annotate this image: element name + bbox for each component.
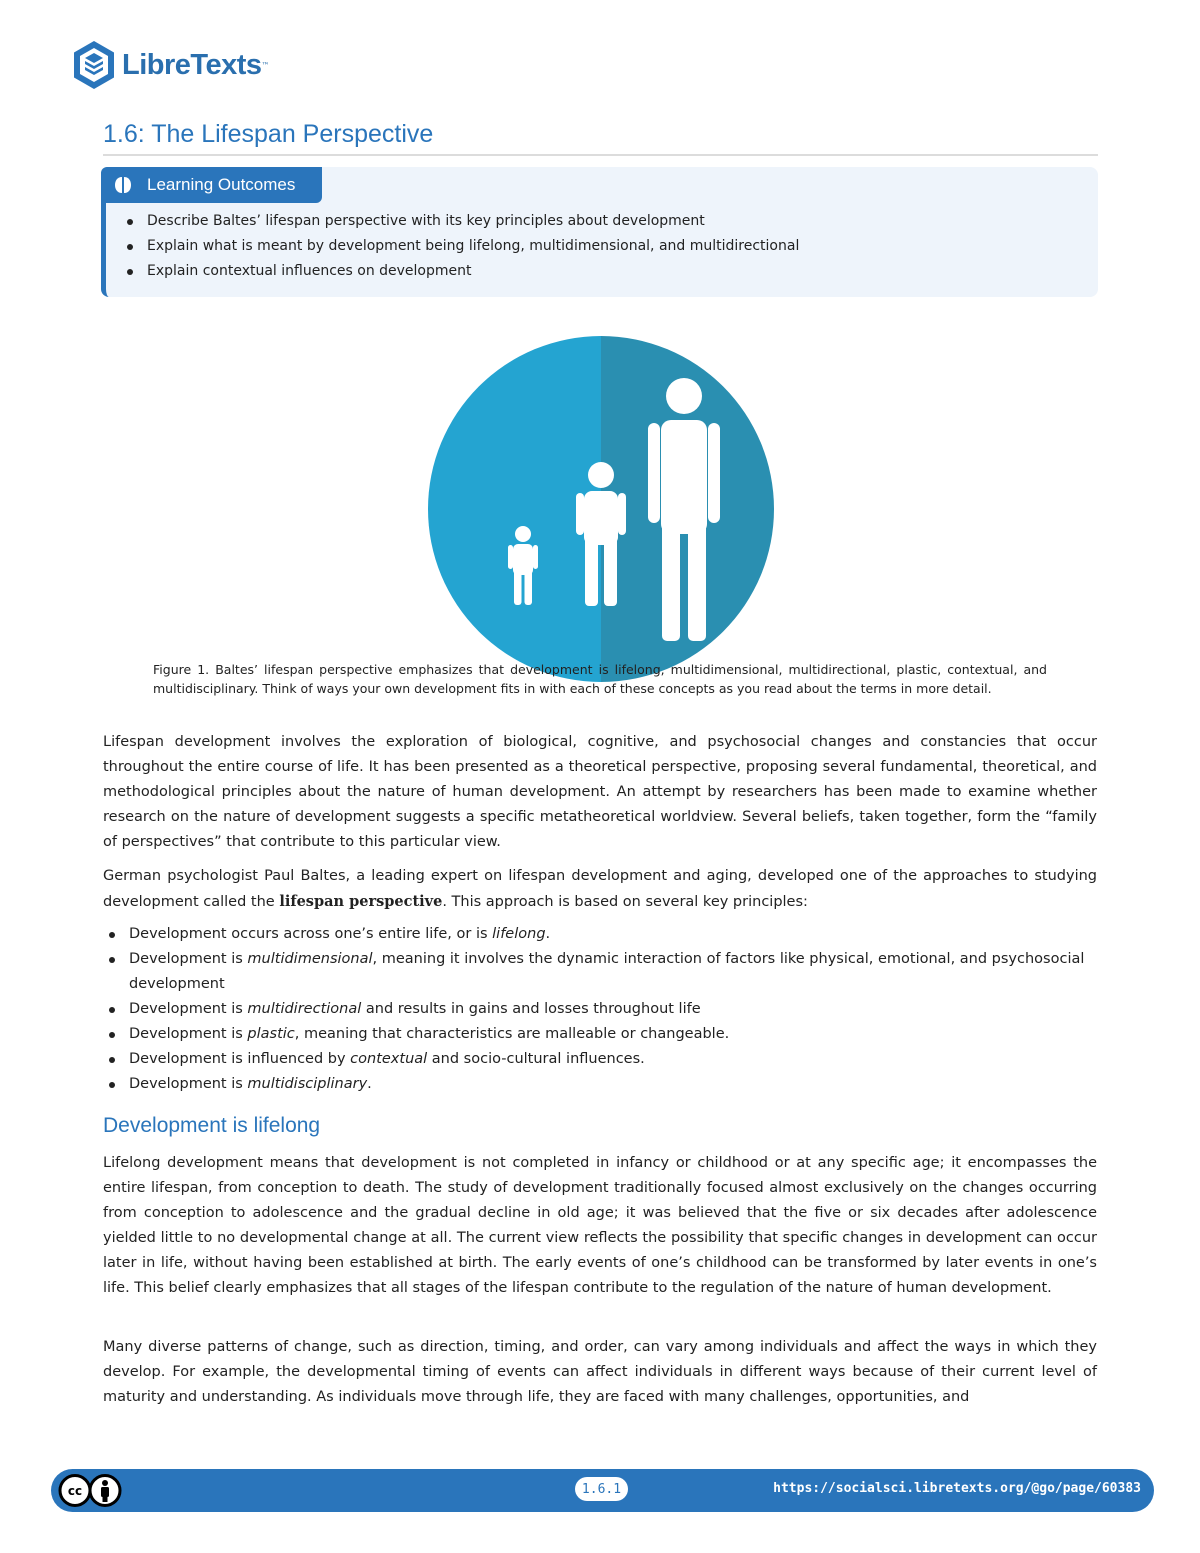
intro-paragraph: Lifespan development involves the exploration of biological, cognitive, and psychosocial changes and constancies that occur throughout the entire course of life. It has been presented as a theoretical perspective, proposing several fundamental, theoretical, and methodological principles about the nature of human development. An attempt by researchers has been made to examine whether research on the nature of development suggests a specific metatheoretical worldview. Several beliefs, taken together, form the “family of perspectives” that contribute to this particular view. [103, 734, 1097, 850]
svg-text:cc: cc [67, 1484, 83, 1498]
figure-caption-label: Figure 1. [153, 662, 210, 677]
libretexts-logo-icon [72, 40, 116, 90]
learning-outcome-item: Explain contextual influences on development [127, 259, 799, 284]
figure-caption [153, 660, 1047, 698]
lifespan-figure-image [428, 336, 774, 682]
principle-item: Development is multidirectional and results in gains and losses throughout life [109, 997, 1099, 1022]
libretexts-logo[interactable] [72, 40, 270, 90]
title-divider [103, 154, 1098, 156]
principle-item: Development is multidisciplinary. [109, 1072, 1099, 1097]
principle-item: Development is plastic, meaning that characteristics are malleable or changeable. [109, 1022, 1099, 1047]
logo-text: LibreTexts [122, 48, 262, 81]
brain-icon [113, 175, 133, 195]
lifelong-paragraph-1: Lifelong development means that development is not completed in infancy or childhood or at any specific age; it encompasses the entire lifespan, from conception to death. The study of development traditionally focused almost exclusively on the changes occurring from conception to adolescence and the gradual decline in old age; it was believed that the five or six decades after adolescence yielded little to no developmental change at all. The current view reflects the possibility that specific changes in development can occur later in life, without having been established at birth. The early events of one’s childhood can be transformed by later events in one’s life. This belief clearly emphasizes that all stages of the lifespan contribute to the regulation of the nature of human development. [103, 1155, 1097, 1296]
principle-item: Development occurs across one’s entire life, or is lifelong. [109, 922, 1099, 947]
principles-list [109, 922, 1099, 1097]
principle-item: Development is multidimensional, meaning it involves the dynamic interaction of factors like physical, emotional, and psychosocial development [109, 947, 1099, 997]
baltes-paragraph [103, 864, 1097, 915]
page-url-link[interactable]: https://socialsci.libretexts.org/@go/page/60383 [773, 1481, 1141, 1496]
learning-outcome-item: Describe Baltes’ lifespan perspective with its key principles about development [127, 209, 799, 234]
lifespan-perspective-term: lifespan perspective [279, 893, 443, 910]
learning-outcomes-list [127, 209, 799, 284]
section-heading: Development is lifelong [103, 1114, 321, 1137]
principle-item: Development is influenced by contextual and socio-cultural influences. [109, 1047, 1099, 1072]
learning-outcomes-label: Learning Outcomes [147, 175, 296, 194]
cc-by-icon[interactable] [58, 1474, 122, 1507]
lifelong-paragraph-2: Many diverse patterns of change, such as direction, timing, and order, can vary among individuals and affect the ways in which they develop. For example, the developmental timing of events can affect individuals in different ways because of their current level of maturity and understanding. As individuals move through life, they are faced with many challenges, opportunities, and [103, 1339, 1097, 1405]
baltes-paragraph-text-a: German psychologist Paul Baltes, a leading expert on lifespan development and aging, developed one of the approaches to studying development called the [103, 868, 1097, 910]
learning-outcome-item: Explain what is meant by development being lifelong, multidimensional, and multidirectional [127, 234, 799, 259]
baltes-paragraph-text-b: . This approach is based on several key principles: [442, 894, 808, 910]
figure-caption-text: Baltes’ lifespan perspective emphasizes that development is lifelong, multidimensional, multidirectional, plastic, contextual, and multidisciplinary. Think of ways your own development fits in with each of these concepts as you read about the terms in more detail. [153, 662, 1047, 696]
logo-trademark: ™ [261, 60, 270, 70]
page-title: 1.6: The Lifespan Perspective [103, 120, 434, 148]
page-number: 1.6.1 [575, 1477, 628, 1501]
learning-outcomes-header [101, 167, 322, 203]
page-footer [51, 1469, 1154, 1512]
